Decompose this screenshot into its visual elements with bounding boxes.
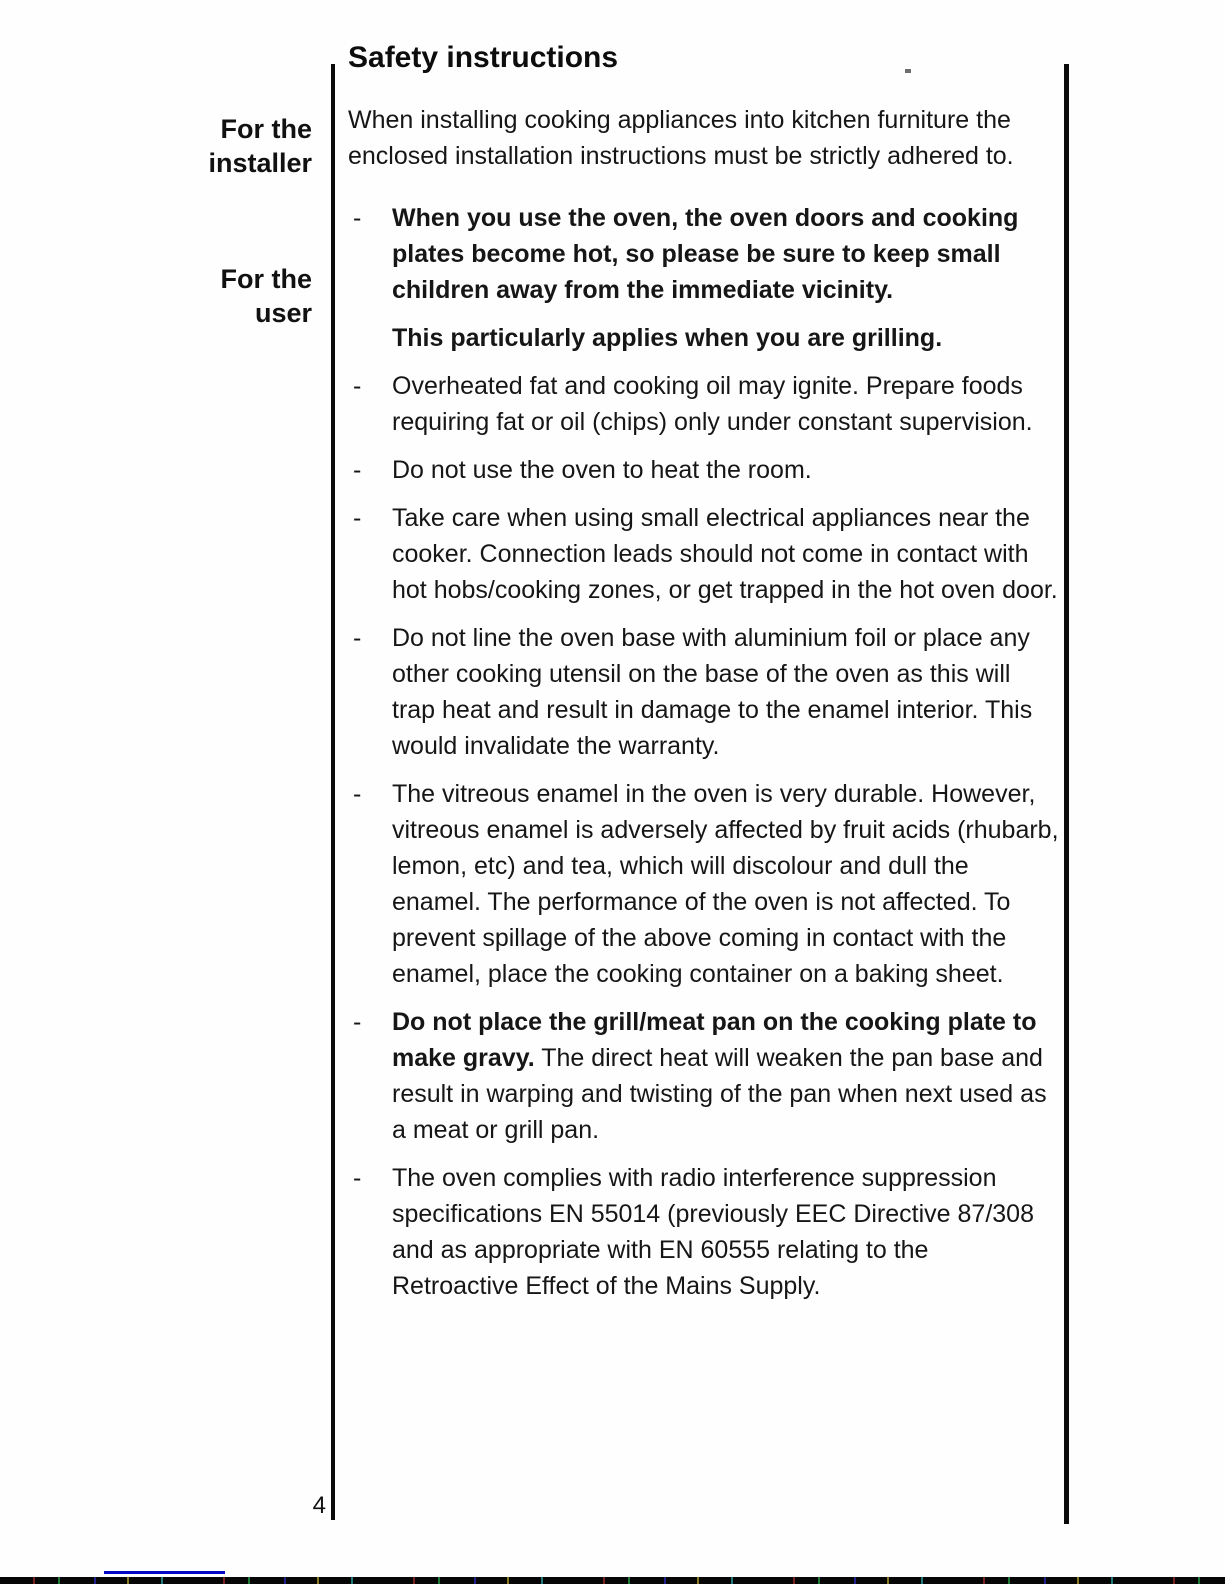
bullet-dash: - [353,456,362,484]
safety-item [348,320,1060,356]
safety-item [348,1160,1060,1304]
margin-label-user [120,262,312,330]
left-vertical-rule [331,64,335,1520]
safety-item [348,776,1060,992]
safety-item-text: This particularly applies when you are grilling. [392,324,943,352]
safety-item [348,200,1060,308]
bullet-dash: - [353,372,362,400]
safety-item [348,368,1060,440]
safety-item [348,1004,1060,1148]
safety-item-text: When you use the oven, the oven doors and cooking plates become hot, so please be sure to keep small children away from the immediate vicinity. [392,204,1019,304]
bullet-dash: - [353,1164,362,1192]
safety-item [348,500,1060,608]
page-number: 4 [312,1492,326,1519]
page-title: Safety instructions [348,41,619,74]
bullet-dash: - [353,624,362,652]
margin-label-installer-line1: For the [220,114,312,144]
bullet-dash: - [353,204,362,232]
safety-item-text: Overheated fat and cooking oil may ignite. Prepare foods requiring fat or oil (chips) only under constant supervision. [392,372,1033,436]
margin-label-user-line1: For the [220,264,312,294]
safety-item-text: Take care when using small electrical appliances near the cooker. Connection leads should not come in contact with hot hobs/cooking zones, or get trapped in the hot oven door. [392,504,1058,604]
margin-label-installer [120,112,312,180]
margin-label-user-line2: user [254,298,312,328]
margin-label-installer-line2: installer [208,148,312,178]
safety-item-text: The oven complies with radio interference suppression specifications EN 55014 (previously EEC Directive 87/308 and as appropriate with EN 60555 relating to the Retroactive Effect of the Mains Supply. [392,1164,1034,1300]
installer-paragraph: When installing cooking appliances into kitchen furniture the enclosed installation instructions must be strictly adhered to. [348,106,1014,170]
bullet-dash: - [353,1008,362,1036]
safety-item-text: Do not use the oven to heat the room. [392,456,812,484]
safety-item [348,452,1060,488]
main-content [348,40,1060,1316]
bullet-dash: - [353,780,362,808]
safety-item-text: The vitreous enamel in the oven is very durable. However, vitreous enamel is adversely affected by fruit acids (rhubarb, lemon, etc) and tea, which will discolour and dull the enamel. The performance of the oven is not affected. To prevent spillage of the above coming in contact with the enamel, place the cooking container on a baking sheet. [392,780,1059,988]
safety-item-text: Do not line the oven base with aluminium foil or place any other cooking utensil on the base of the oven as this will trap heat and result in damage to the enamel interior. This would invalidate the warranty. [392,624,1033,760]
bullet-dash: - [353,504,362,532]
footer-scan-bar [0,1577,1225,1584]
safety-item [348,620,1060,764]
right-vertical-rule [1064,64,1069,1524]
footer-blue-line [104,1571,225,1574]
bullet-dash [348,320,392,356]
safety-item-text: Do not place the grill/meat pan on the cooking plate to make gravy. The direct heat will weaken the pan base and result in warping and twisting of the pan when next used as a meat or grill pan. [392,1008,1047,1144]
